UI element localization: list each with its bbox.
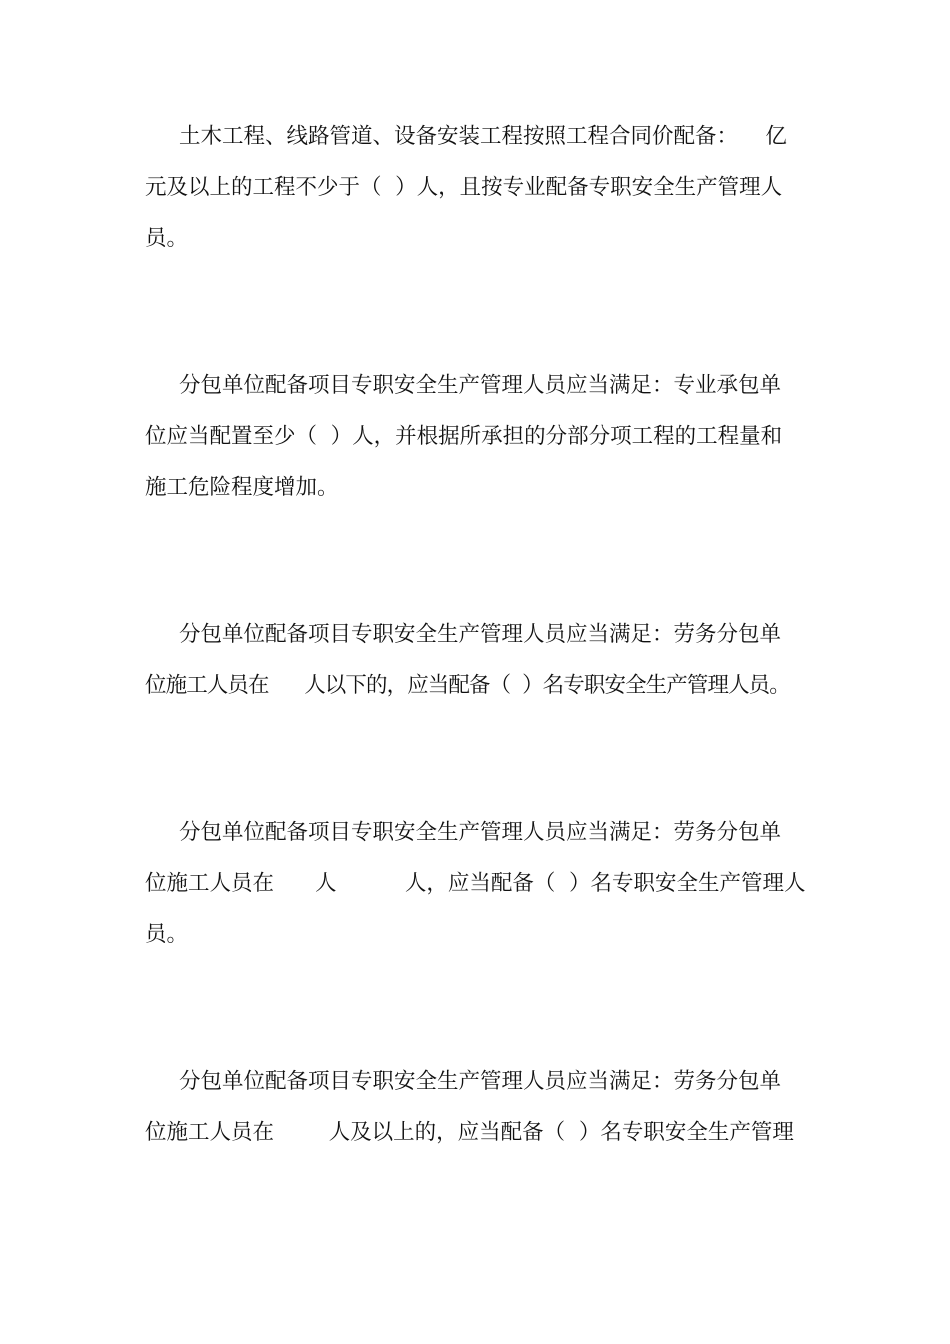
- paragraph-line: 位施工人员在 人 人，应当配备（ ）名专职安全生产管理人: [145, 871, 806, 896]
- paragraph-specialty-subcontractor-staffing: [145, 360, 807, 513]
- paragraph-line: 分包单位配备项目专职安全生产管理人员应当满足：专业承包单: [179, 373, 782, 398]
- paragraph-line: 土木工程、线路管道、设备安装工程按照工程合同价配备： 亿: [179, 124, 787, 149]
- paragraph-line: 员。: [145, 922, 189, 947]
- paragraph-line: 分包单位配备项目专职安全生产管理人员应当满足：劳务分包单: [179, 622, 782, 647]
- paragraph-line: 位施工人员在 人以下的，应当配备（ ）名专职安全生产管理人员。: [145, 673, 790, 698]
- paragraph-civil-engineering-staffing: [145, 111, 807, 264]
- paragraph-line: 分包单位配备项目专职安全生产管理人员应当满足：劳务分包单: [179, 820, 782, 845]
- paragraph-line: 分包单位配备项目专职安全生产管理人员应当满足：劳务分包单: [179, 1069, 782, 1094]
- paragraph-labor-subcontractor-large: [145, 1056, 807, 1158]
- paragraph-line: 位施工人员在 人及以上的，应当配备（ ）名专职安全生产管理: [145, 1120, 794, 1145]
- paragraph-labor-subcontractor-small: [145, 609, 807, 711]
- paragraph-line: 员。: [145, 226, 189, 251]
- paragraph-line: 元及以上的工程不少于（ ）人，且按专业配备专职安全生产管理人: [145, 175, 783, 200]
- paragraph-labor-subcontractor-medium: [145, 807, 807, 960]
- paragraph-line: 位应当配置至少（ ）人，并根据所承担的分部分项工程的工程量和: [145, 424, 783, 449]
- paragraph-line: 施工危险程度增加。: [145, 475, 339, 500]
